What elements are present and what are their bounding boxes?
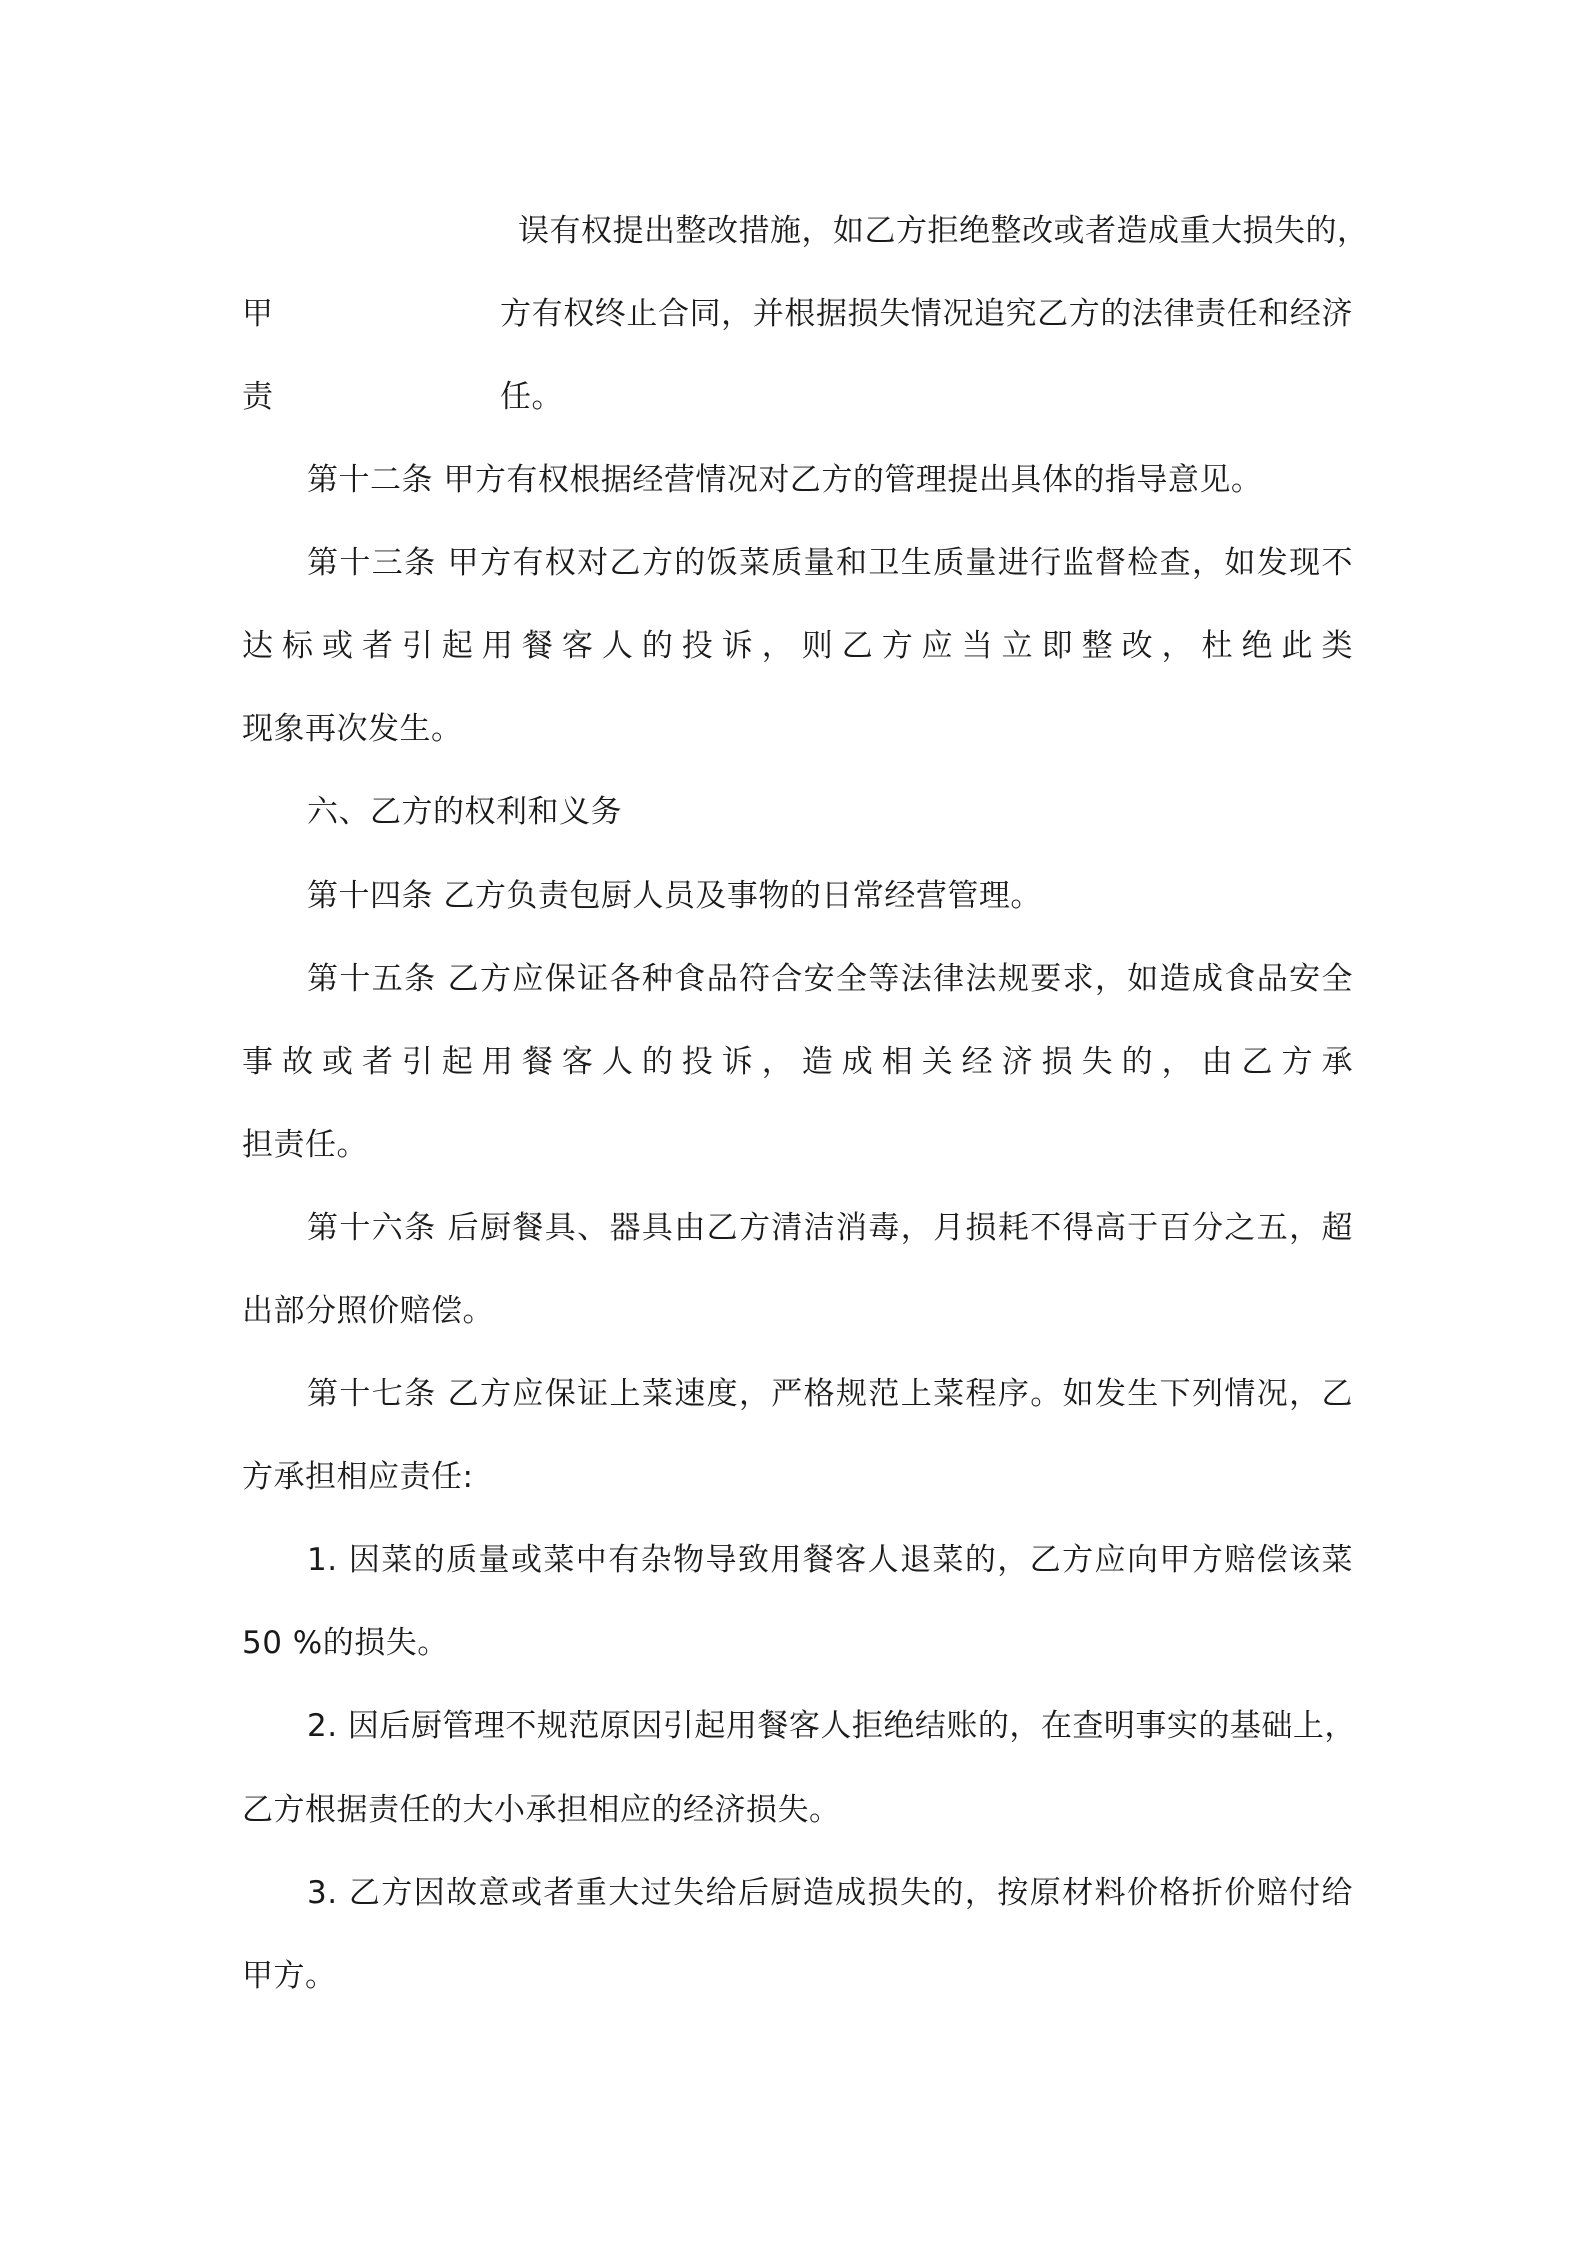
list-item: 3. 乙方因故意或者重大过失给后厨造成损失的，按原材料价格折价赔付给 [307, 1875, 1353, 1911]
text-line: 第十四条 乙方负责包厨人员及事物的日常经营管理。 [307, 878, 1042, 914]
list-item: 2. 因后厨管理不规范原因引起用餐客人拒绝结账的，在查明事实的基础上， [307, 1708, 1356, 1744]
list-item: 1. 因菜的质量或菜中有杂物导致用餐客人退菜的，乙方应向甲方赔偿该菜 [307, 1542, 1353, 1578]
text-line: 误有权提出整改措施，如乙方拒绝整改或者造成重大损失的， [518, 213, 1369, 249]
text-line: 甲方。 [242, 1958, 337, 1994]
text-line: 第十二条 甲方有权根据经营情况对乙方的管理提出具体的指导意见。 [307, 462, 1263, 498]
text-line: 第十六条 后厨餐具、器具由乙方清洁消毒，月损耗不得高于百分之五，超 [307, 1210, 1353, 1246]
text-line: 出部分照价赔偿。 [242, 1293, 494, 1329]
text-line: 事故或者引起用餐客人的投诉，造成相关经济损失的，由乙方承 [242, 1044, 1353, 1080]
text-line: 达标或者引起用餐客人的投诉，则乙方应当立即整改，杜绝此类 [242, 628, 1353, 664]
text-line: 任。 [500, 379, 563, 415]
text-line: 50 %的损失。 [242, 1625, 449, 1661]
text-line: 方承担相应责任: [242, 1459, 474, 1495]
section-heading: 六、乙方的权利和义务 [307, 794, 622, 830]
text-line: 方有权终止合同，并根据损失情况追究乙方的法律责任和经济 [500, 296, 1353, 332]
text-line: 第十五条 乙方应保证各种食品符合安全等法律法规要求，如造成食品安全 [307, 961, 1353, 997]
text-line: 第十三条 甲方有权对乙方的饭菜质量和卫生质量进行监督检查，如发现不 [307, 545, 1353, 581]
text-line: 担责任。 [242, 1127, 368, 1163]
text-line: 责 [242, 379, 274, 415]
text-line: 第十七条 乙方应保证上菜速度，严格规范上菜程序。如发生下列情况，乙 [307, 1376, 1353, 1412]
text-line: 乙方根据责任的大小承担相应的经济损失。 [242, 1792, 841, 1828]
text-line: 现象再次发生。 [242, 711, 463, 747]
text-line: 甲 [242, 296, 274, 332]
